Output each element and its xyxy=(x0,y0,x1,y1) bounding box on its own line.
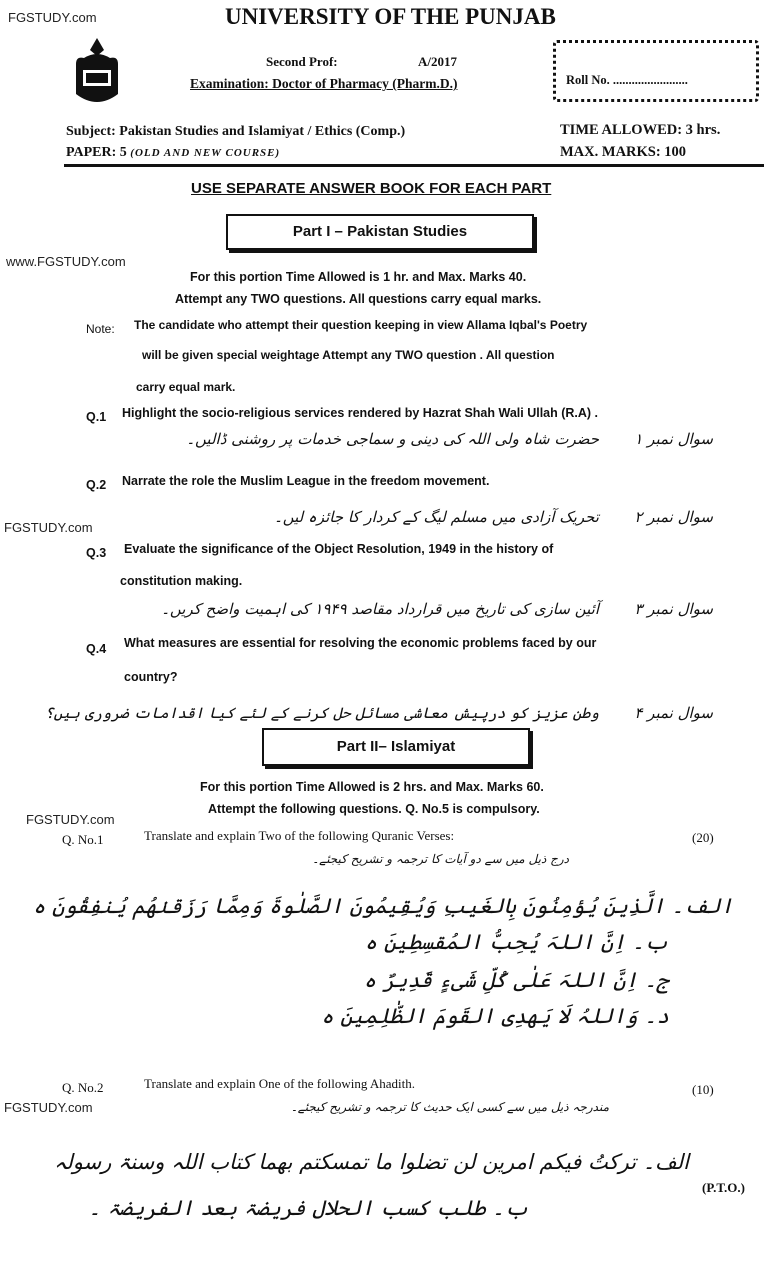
question-marks: (10) xyxy=(692,1082,714,1097)
pto-label: (P.T.O.) xyxy=(702,1180,745,1195)
part1-attempt: Attempt any TWO questions. All questions carry equal marks. xyxy=(175,292,542,306)
prof-label: Second Prof: xyxy=(266,54,338,69)
quranic-verse: ب۔ اِنَّ اللہَ یُحِبُّ المُقسِطِینَ ہ xyxy=(364,930,669,954)
paper xyxy=(66,145,280,161)
question-urdu-label: سوال نمبر ۴ xyxy=(634,704,713,722)
question-text: What measures are essential for resolving the economic problems faced by our xyxy=(124,636,597,650)
question-number: Q.4 xyxy=(86,642,107,656)
paper-number: PAPER: 5 xyxy=(66,145,127,160)
part1-title: Part I – Pakistan Studies xyxy=(226,214,534,250)
roll-no-label: Roll No. ........................ xyxy=(566,73,688,87)
question-text: Narrate the role the Muslim League in the freedom movement. xyxy=(122,474,490,488)
question-urdu-label: سوال نمبر ۳ xyxy=(634,600,713,618)
watermark: FGSTUDY.com xyxy=(4,520,93,535)
max-marks: MAX. MARKS: 100 xyxy=(560,144,687,160)
quranic-verse: الف۔ الَّذِینَ یُؤمِنُونَ بِالغَیبِ وَیُقِیمُونَ الصَّلٰوۃَ وَمِمَّا رَزَقنٰھُم یُنفِقُونَ ہ xyxy=(33,894,733,918)
university-crest-logo xyxy=(68,36,126,110)
time-allowed: TIME ALLOWED: 3 hrs. xyxy=(560,122,721,138)
examination: Examination: Doctor of Pharmacy (Pharm.D.) xyxy=(190,76,458,91)
question-urdu-label: سوال نمبر ۱ xyxy=(634,430,713,448)
instruction: USE SEPARATE ANSWER BOOK FOR EACH PART xyxy=(191,180,552,197)
question-marks: (20) xyxy=(692,830,714,845)
quranic-verse: ج۔ اِنَّ اللہَ عَلٰی کُلِّ شَیءٍ قَدِیرٌ ہ xyxy=(363,968,669,992)
question-number: Q.2 xyxy=(86,478,107,492)
question-urdu-text: تحریک آزادی میں مسلم لیگ کے کردار کا جائزہ لیں۔ xyxy=(273,508,599,526)
roll-no-box[interactable] xyxy=(553,40,759,102)
note-line: will be given special weightage Attempt any TWO question . All question xyxy=(142,348,555,362)
question-urdu-label: سوال نمبر ۲ xyxy=(634,508,713,526)
part2-title: Part II– Islamiyat xyxy=(262,728,530,766)
paper-course-note: (OLD AND NEW COURSE) xyxy=(130,147,281,159)
note-line: carry equal mark. xyxy=(136,380,236,394)
header-divider xyxy=(64,164,764,167)
quranic-verse: د۔ وَاللہُ لَا یَھدِی القَومَ الظّٰلِمِینَ ہ xyxy=(321,1004,669,1028)
hadith: ب۔ طلب کسب الحلال فریضۃ بعد الفریضۃ ۔ xyxy=(88,1196,529,1220)
question-text-cont: constitution making. xyxy=(120,574,243,588)
question-urdu-text: حضرت شاہ ولی اللہ کی دینی و سماجی خدمات پر روشنی ڈالیں۔ xyxy=(186,430,599,448)
part1-time: For this portion Time Allowed is 1 hr. and Max. Marks 40. xyxy=(190,270,527,284)
question-urdu-text: درج ذیل میں سے دو آیات کا ترجمہ و تشریح کیجئے۔ xyxy=(312,852,569,866)
hadith: الف۔ ترکتُ فیکم امرین لن تضلوا ما تمسکتم بھما کتاب اللہ وسنۃ رسولہ xyxy=(54,1150,689,1174)
question-text: Evaluate the significance of the Object Resolution, 1949 in the history of xyxy=(124,542,554,556)
question-text-cont: country? xyxy=(124,670,178,684)
part2-time: For this portion Time Allowed is 2 hrs. and Max. Marks 60. xyxy=(200,780,544,794)
question-number: Q.1 xyxy=(86,410,107,424)
watermark: FGSTUDY.com xyxy=(8,10,97,25)
subject: Subject: Pakistan Studies and Islamiyat / Ethics (Comp.) xyxy=(66,124,406,139)
question-text: Translate and explain One of the following Ahadith. xyxy=(144,1076,416,1091)
question-urdu-text: آئین سازی کی تاریخ میں قرارداد مقاصد ۱۹۴۹ کی اہمیت واضح کریں۔ xyxy=(161,600,599,618)
question-urdu-text: وطن عزیز کو درپیش معاشی مسائل حل کرنے کے لئے کیا اقدامات ضروری ہیں؟ xyxy=(44,704,599,722)
question-text: Translate and explain Two of the following Quranic Verses: xyxy=(144,828,455,843)
note-line: The candidate who attempt their question keeping in view Allama Iqbal's Poetry xyxy=(134,318,588,332)
question-urdu-text: مندرجہ ذیل میں سے کسی ایک حدیث کا ترجمہ و تشریح کیجئے۔ xyxy=(290,1100,609,1114)
watermark: www.FGSTUDY.com xyxy=(6,254,126,269)
question-number: Q.3 xyxy=(86,546,107,560)
watermark: FGSTUDY.com xyxy=(4,1100,93,1115)
session: A/2017 xyxy=(418,54,457,69)
question-number: Q. No.2 xyxy=(62,1080,104,1095)
part2-attempt: Attempt the following questions. Q. No.5 is compulsory. xyxy=(208,802,540,816)
watermark: FGSTUDY.com xyxy=(26,812,115,827)
question-text: Highlight the socio-religious services rendered by Hazrat Shah Wali Ullah (R.A) . xyxy=(122,406,599,420)
note-label: Note: xyxy=(86,322,115,336)
university-title: UNIVERSITY OF THE PUNJAB xyxy=(225,4,556,29)
question-number: Q. No.1 xyxy=(62,832,104,847)
